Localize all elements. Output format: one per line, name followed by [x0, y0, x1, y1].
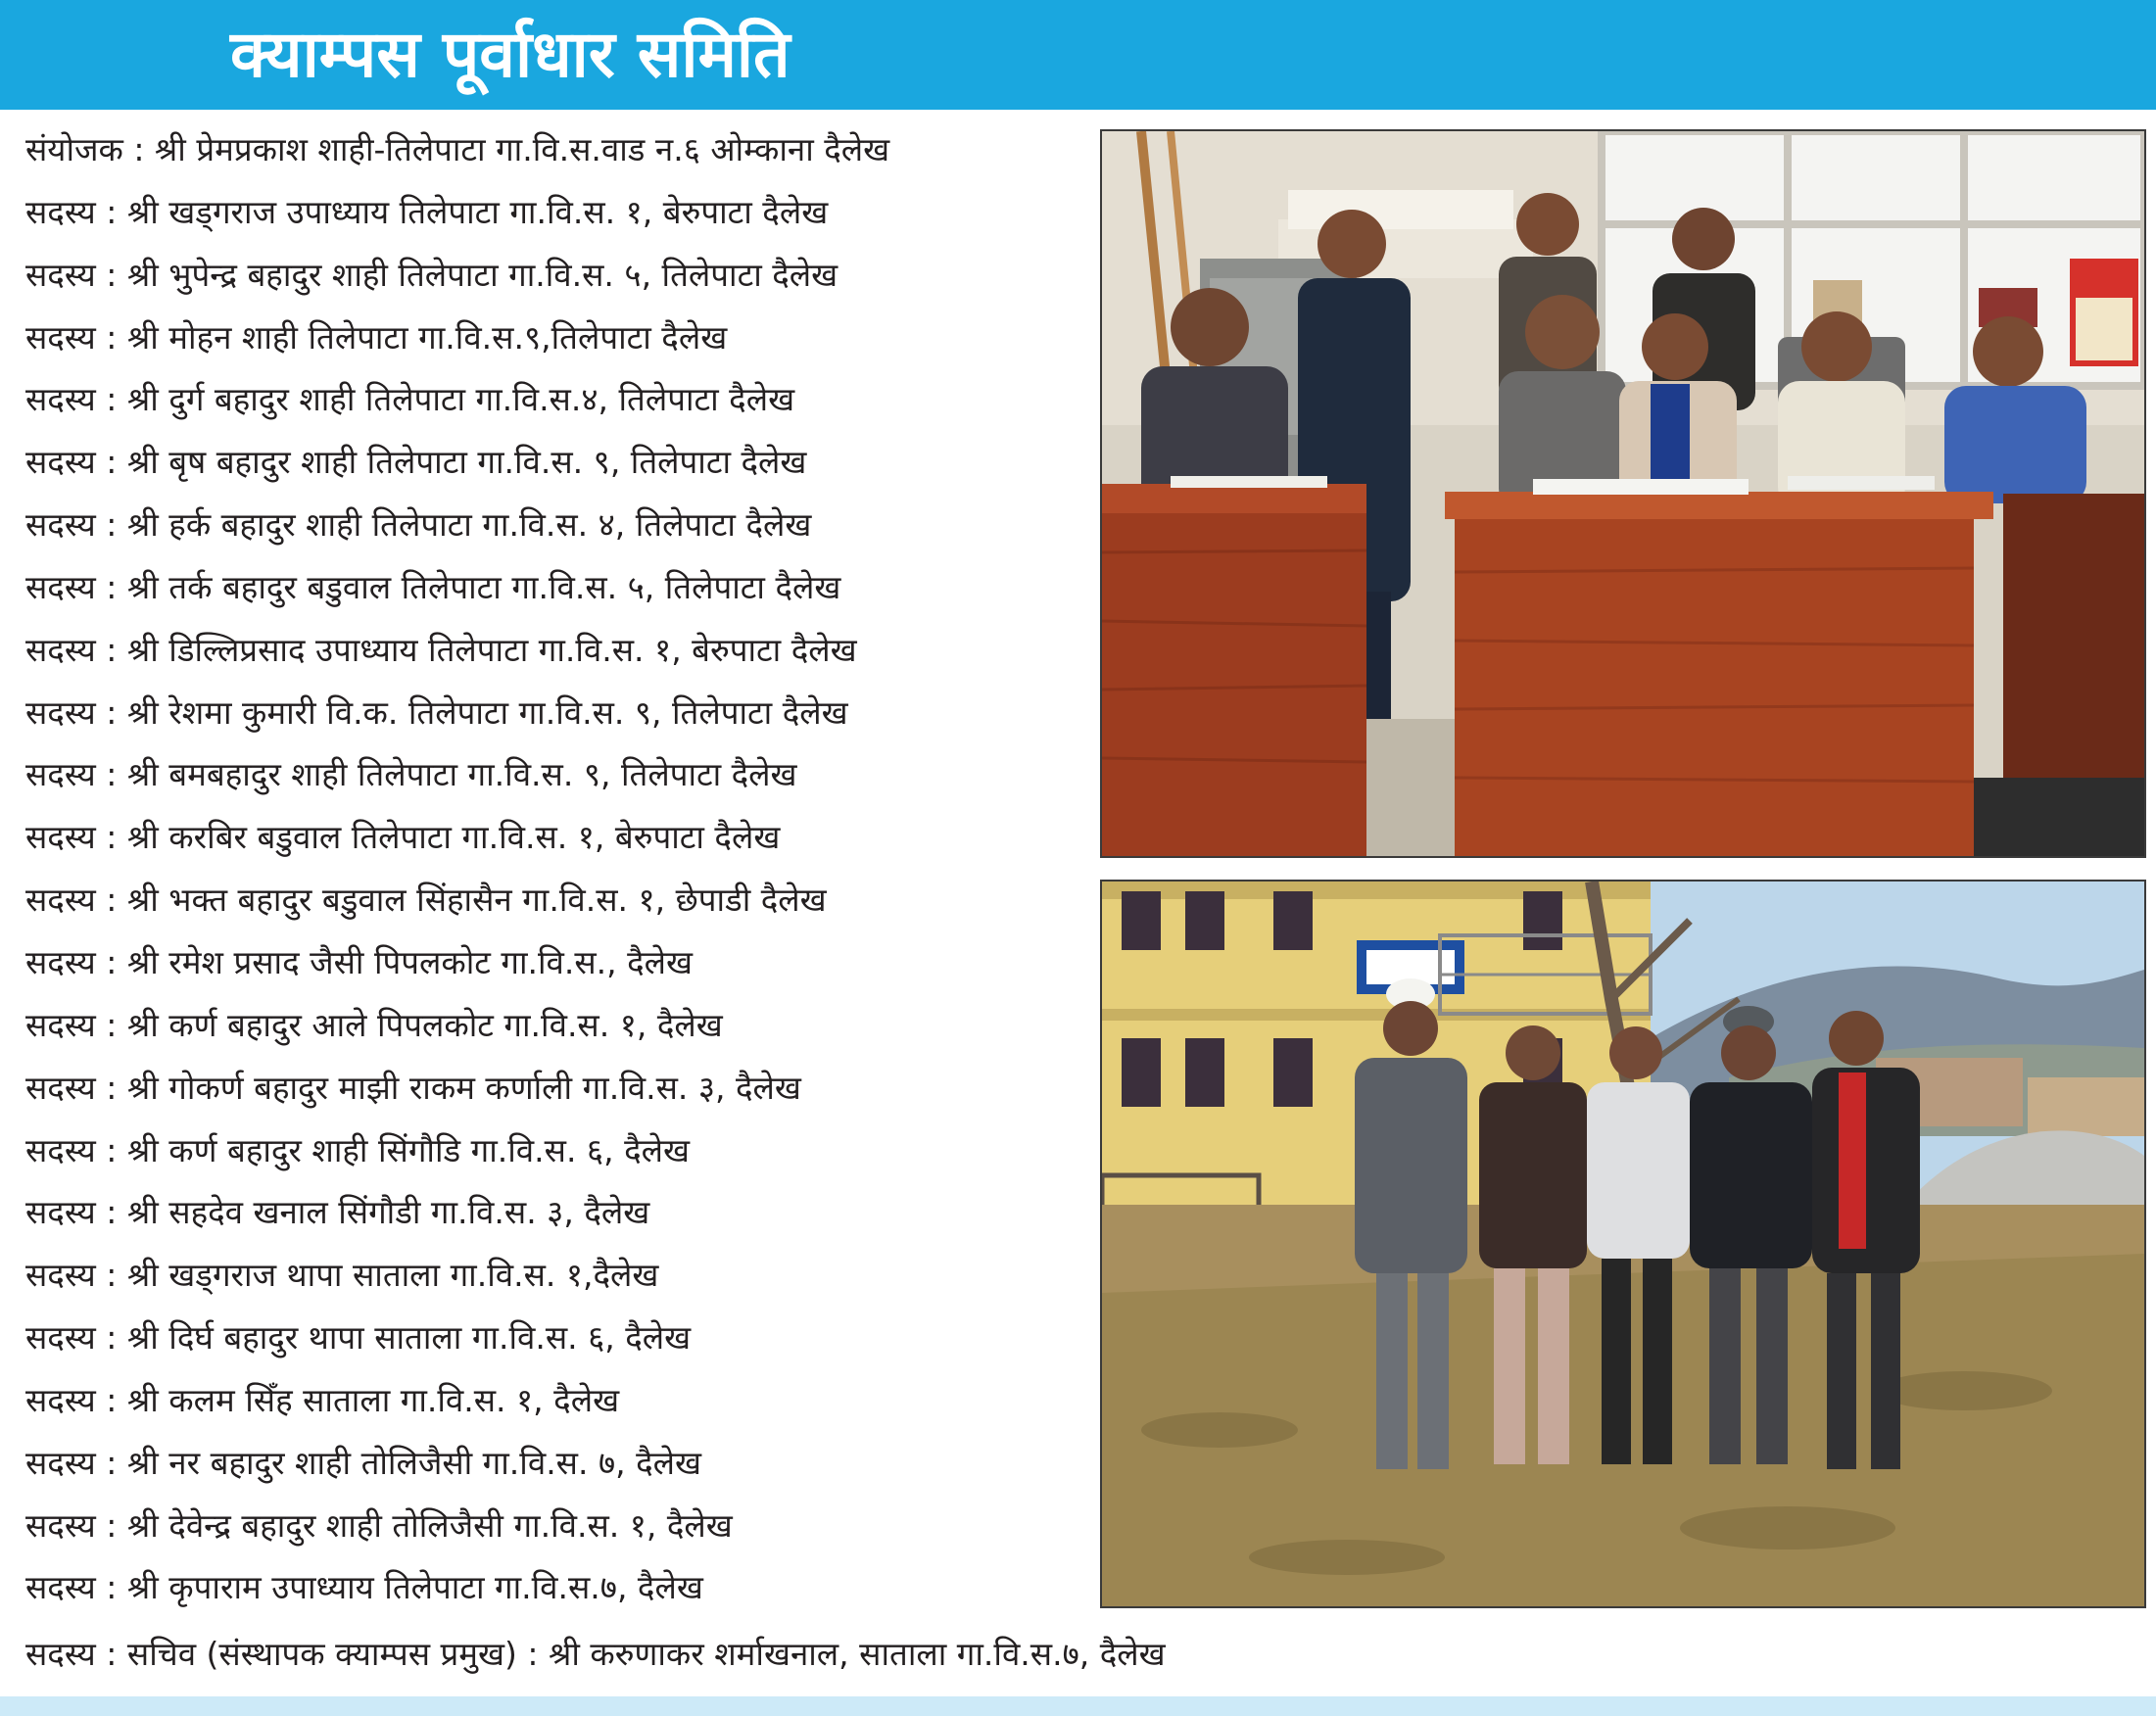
member-line: सदस्य : श्री बमबहादुर शाही तिलेपाटा गा.वि.स. ९, तिलेपाटा दैलेख	[25, 755, 797, 794]
member-line: सदस्य : श्री डिल्लिप्रसाद उपाध्याय तिलेपाटा गा.वि.स. १, बेरुपाटा दैलेख	[25, 630, 857, 669]
member-line: सदस्य : श्री कर्ण बहादुर शाही सिंगौडि गा.वि.स. ६, दैलेख	[25, 1130, 690, 1169]
member-line: सदस्य : श्री खड्गराज थापा साताला गा.वि.स. १,दैलेख	[25, 1256, 659, 1295]
member-line: सदस्य : श्री हर्क बहादुर शाही तिलेपाटा गा.वि.स. ४, तिलेपाटा दैलेख	[25, 505, 812, 545]
member-line: संयोजक : श्री प्रेमप्रकाश शाही-तिलेपाटा गा.वि.स.वाड न.६ ओम्काना दैलेख	[25, 130, 890, 168]
member-line: सदस्य : श्री रमेश प्रसाद जैसी पिपलकोट गा.वि.स., दैलेख	[25, 942, 694, 981]
campus-group-photo	[1100, 880, 2146, 1608]
member-line: सदस्य : श्री रेशमा कुमारी वि.क. तिलेपाटा गा.वि.स. ९, तिलेपाटा दैलेख	[25, 692, 848, 732]
page-title: क्याम्पस पूर्वाधार समिति	[230, 17, 791, 92]
member-line: सदस्य : श्री दिर्घ बहादुर थापा साताला गा.वि.स. ६, दैलेख	[25, 1318, 692, 1358]
title-banner	[0, 0, 2156, 110]
member-line: सदस्य : श्री करबिर बडुवाल तिलेपाटा गा.वि.स. १, बेरुपाटा दैलेख	[25, 818, 781, 857]
member-line: सदस्य : श्री भक्त बहादुर बडुवाल सिंहासैन गा.वि.स. १, छेपाडी दैलेख	[25, 881, 827, 920]
member-line: सदस्य : श्री नर बहादुर शाही तोलिजैसी गा.वि.स. ७, दैलेख	[25, 1443, 702, 1482]
member-line: सदस्य : श्री खड्गराज उपाध्याय तिलेपाटा गा.वि.स. १, बेरुपाटा दैलेख	[25, 192, 829, 231]
office-meeting-photo	[1100, 129, 2146, 858]
member-line: सदस्य : श्री तर्क बहादुर बडुवाल तिलेपाटा गा.वि.स. ५, तिलेपाटा दैलेख	[25, 567, 841, 606]
member-line: सदस्य : श्री दुर्ग बहादुर शाही तिलेपाटा गा.वि.स.४, तिलेपाटा दैलेख	[25, 380, 795, 419]
member-line: सदस्य : श्री भुपेन्द्र बहादुर शाही तिलेपाटा गा.वि.स. ५, तिलेपाटा दैलेख	[25, 255, 838, 294]
member-list	[25, 119, 1093, 1619]
member-line: सदस्य : श्री कृपाराम उपाध्याय तिलेपाटा गा.वि.स.७, दैलेख	[25, 1568, 703, 1607]
secretary-line: सदस्य : सचिव (संस्थापक क्याम्पस प्रमुख) : श्री करुणाकर शर्माखनाल, साताला गा.वि.स.७, दैलेख	[25, 1635, 1166, 1673]
member-line: सदस्य : श्री बृष बहादुर शाही तिलेपाटा गा.वि.स. ९, तिलेपाटा दैलेख	[25, 443, 807, 482]
bottom-strip	[0, 1696, 2156, 1716]
member-line: सदस्य : श्री मोहन शाही तिलेपाटा गा.वि.स.९,तिलेपाटा दैलेख	[25, 317, 728, 357]
member-line: सदस्य : श्री कलम सिँह साताला गा.वि.स. १, दैलेख	[25, 1380, 620, 1419]
member-line: सदस्य : श्री सहदेव खनाल सिंगौडी गा.वि.स. ३, दैलेख	[25, 1193, 650, 1232]
member-line: सदस्य : श्री गोकर्ण बहादुर माझी राकम कर्णाली गा.वि.स. ३, दैलेख	[25, 1068, 801, 1107]
member-line: सदस्य : श्री कर्ण बहादुर आले पिपलकोट गा.वि.स. १, दैलेख	[25, 1005, 723, 1044]
member-line: सदस्य : श्री देवेन्द्र बहादुर शाही तोलिजैसी गा.वि.स. १, दैलेख	[25, 1505, 733, 1545]
